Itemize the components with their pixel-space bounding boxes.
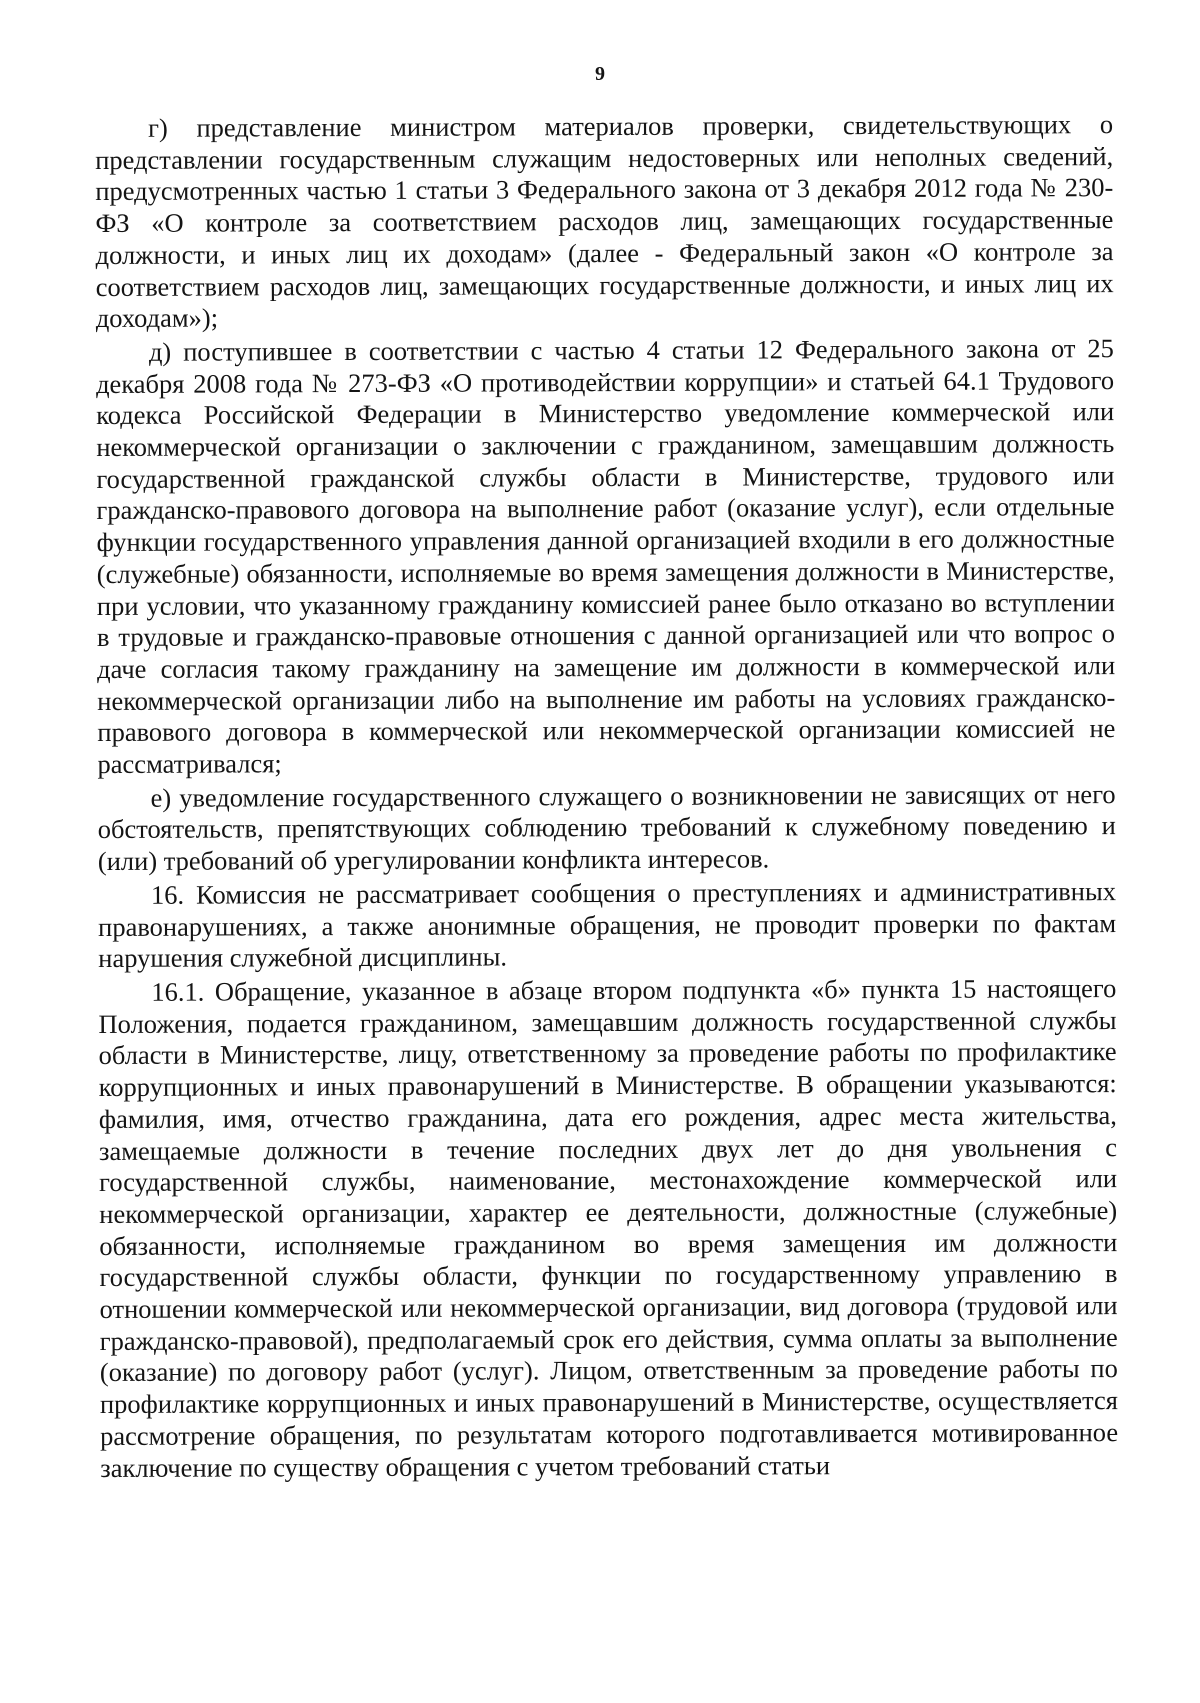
paragraph-g: г) представление министром материалов проверки, свидетельствующих о представлении государственным служащим недостоверных или неполных сведений, предусмотренных частью 1 статьи 3 Федерального закона от 3 декабря 2012 года № 230-ФЗ «О контроле за соответствием расходов лиц, замещающих государственные должности, и иных лиц их доходам» (далее - Федеральный закон «О контроле за соответствием расходов лиц, замещающих государственные должности, и иных лиц их доходам»); — [95, 109, 1114, 334]
document-body — [95, 109, 1118, 1486]
paragraph-16: 16. Комиссия не рассматривает сообщения о преступлениях и административных правонарушениях, а также анонимные обращения, не проводит проверки по фактам нарушения служебной дисциплины. — [98, 875, 1117, 974]
paragraph-e: е) уведомление государственного служащего о возникновении не зависящих от него обстоятельств, препятствующих соблюдению требований к служебному поведению и (или) требований об урегулировании конфликта интересов. — [97, 778, 1116, 877]
paragraph-16-1: 16.1. Обращение, указанное в абзаце втором подпункта «б» пункта 15 настоящего Положения, подается гражданином, замещавшим должность государственной службы области в Министерстве, лицу, ответственному за проведение работы по профилактике коррупционных и иных правонарушений в Министерстве. В обращении указываются: фамилия, имя, отчество гражданина, дата его рождения, адрес места жительства, замещаемые должности в течение последних двух лет до дня увольнения с государственной службы, наименование, местонахождение коммерческой или некоммерческой организации, характер ее деятельности, должностные (служебные) обязанности, исполняемые гражданином во время замещения им должности государственной службы области, функции по государственному управлению в отношении коммерческой или некоммерческой организации, вид договора (трудовой или гражданско-правовой), предполагаемый срок его действия, сумма оплаты за выполнение (оказание) по договору работ (услуг). Лицом, ответственным за проведение работы по профилактике коррупционных и иных правонарушений в Министерстве, осуществляется рассмотрение обращения, по результатам которого подготавливается мотивированное заключение по существу обращения с учетом требований статьи — [98, 973, 1119, 1483]
paragraph-d: д) поступившее в соответствии с частью 4 статьи 12 Федерального закона от 25 декабря 2008 года № 273-ФЗ «О противодействии коррупции» и статьей 64.1 Трудового кодекса Российской Федерации в Министерство уведомление коммерческой или некоммерческой организации о заключении с гражданином, замещавшим должность государственной гражданской службы области в Министерстве, трудового или гражданско-правового договора на выполнение работ (оказание услуг), если отдельные функции государственного управления данной организацией входили в его должностные (служебные) обязанности, исполняемые во время замещения должности в Министерстве, при условии, что указанному гражданину комиссией ранее было отказано во вступлении в трудовые и гражданско-правовые отношения с данной организацией или что вопрос о даче согласия такому гражданину на замещение им должности в коммерческой или некоммерческой организации либо на выполнение им работы на условиях гражданско-правового договора в коммерческой или некоммерческой организации комиссией не рассматривался; — [95, 333, 1116, 780]
page-number: 9 — [595, 63, 605, 85]
